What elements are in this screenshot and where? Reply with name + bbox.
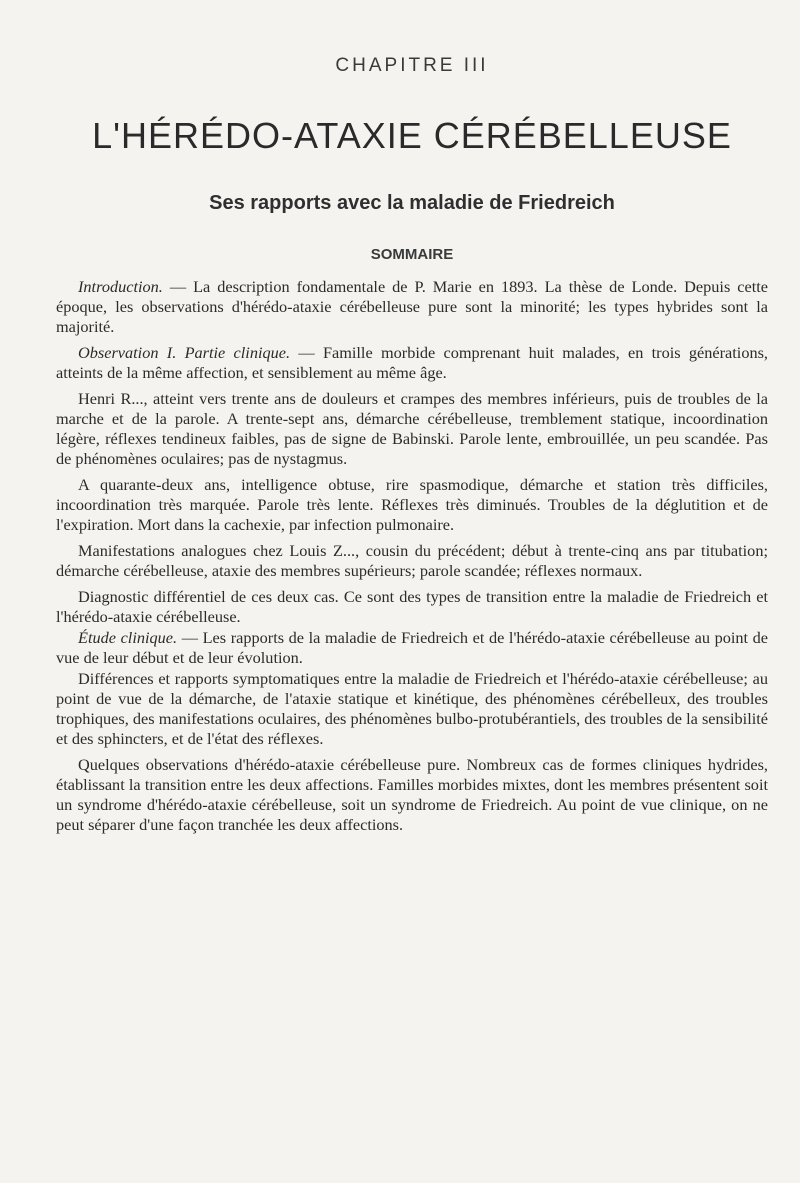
paragraph-text: Henri R..., atteint vers trente ans de douleurs et crampes des membres inférieurs, puis de troubles de la marche et de la parole. A trente-sept ans, démarche cérébelleuse, tremblement statique, incoordination légère, réflexes tendineux faibles, pas de signe de Babinski. Parole lente, embrouillée, un peu scandée. Pas de phénomènes oculaires; pas de nystagmus. <box>56 389 768 468</box>
paragraph-text: A quarante-deux ans, intelligence obtuse, rire spasmodique, démarche et station très difficiles, incoordination très marquée. Parole très lente. Réflexes très diminués. Troubles de la déglutition et de l'expiration. Mort dans la cachexie, par infection pulmonaire. <box>56 475 768 534</box>
paragraph-observation <box>56 343 768 383</box>
paragraph-observations <box>56 755 768 835</box>
paragraph-diagnostic <box>56 587 768 627</box>
paragraph-text: — Famille morbide comprenant huit malades, en trois générations, atteints de la même affection, et sensiblement au même âge. <box>56 343 769 382</box>
paragraph-lead: Observation I. Partie clinique. <box>78 343 291 362</box>
chapter-subtitle: Ses rapports avec la maladie de Friedreich <box>209 192 615 214</box>
paragraph-louis <box>56 541 768 581</box>
paragraph-text: Quelques observations d'hérédo-ataxie cérébelleuse pure. Nombreux cas de formes cliniques hydrides, établissant la transition entre les deux affections. Familles morbides mixtes, dont les membres présentent soit un syndrome d'hérédo-ataxie cérébelleuse, soit un syndrome de Friedreich. Au point de vue clinique, on ne peut séparer d'une façon tranchée les deux affections. <box>56 755 768 834</box>
paragraph-lead: Étude clinique. <box>78 628 178 647</box>
paragraph-text: Différences et rapports symptomatiques entre la maladie de Friedreich et l'hérédo-ataxie cérébelleuse; au point de vue de la démarche, de l'ataxie statique et kinétique, des phénomènes cérébelleux, des troubles trophiques, des manifestations oculaires, des phénomènes bulbo-protubérantiels, des troubles de la sensibilité et des sphincters, et de l'état des réflexes. <box>56 669 768 748</box>
paragraph-introduction <box>56 277 768 337</box>
paragraph-differences <box>56 669 768 749</box>
paragraph-text: — La description fondamentale de P. Marie en 1893. La thèse de Londe. Depuis cette époque, les observations d'hérédo-ataxie cérébelleuse pure sont la minorité; les types hybrides sont la majorité. <box>56 277 768 336</box>
summary-body <box>56 277 768 841</box>
chapter-heading: CHAPITRE III <box>335 55 489 76</box>
document-page <box>56 0 768 1183</box>
paragraph-henri <box>56 389 768 469</box>
paragraph-text: Diagnostic différentiel de ces deux cas. Ce sont des types de transition entre la maladie de Friedreich et l'hérédo-ataxie cérébelleuse. <box>56 587 768 626</box>
paragraph-lead: Introduction. <box>78 277 163 296</box>
chapter-title: L'HÉRÉDO-ATAXIE CÉRÉBELLEUSE <box>92 115 732 156</box>
summary-heading: SOMMAIRE <box>370 246 454 263</box>
paragraph-text: — Les rapports de la maladie de Friedreich et de l'hérédo-ataxie cérébelleuse au point de vue de leur début et de leur évolution. <box>56 628 769 667</box>
paragraph-age-42 <box>56 475 768 535</box>
paragraph-etude <box>56 628 768 668</box>
paragraph-text: Manifestations analogues chez Louis Z..., cousin du précédent; début à trente-cinq ans par titubation; démarche cérébelleuse, ataxie des membres supérieurs; parole scandée; réflexes normaux. <box>56 541 768 580</box>
